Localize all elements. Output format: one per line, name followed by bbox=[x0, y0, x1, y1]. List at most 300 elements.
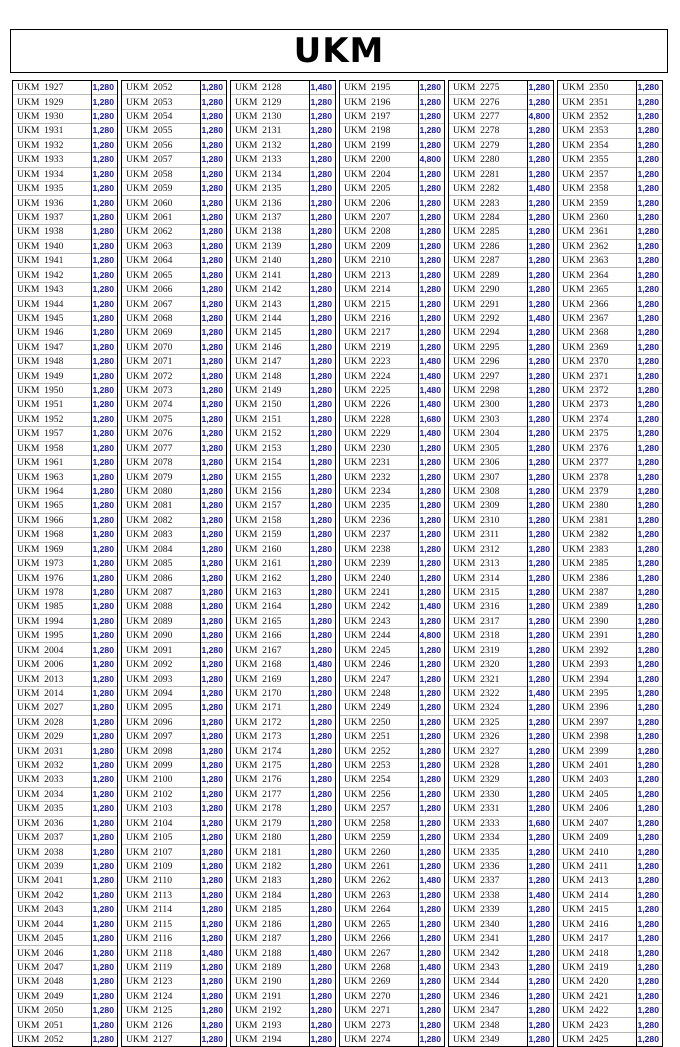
item-code: UKM 2029 bbox=[13, 729, 92, 743]
item-price: 1,280 bbox=[310, 989, 336, 1003]
table-row bbox=[340, 571, 444, 585]
item-code: UKM 1935 bbox=[13, 181, 92, 195]
item-price: 1,280 bbox=[637, 455, 663, 469]
item-price: 1,280 bbox=[528, 542, 554, 556]
item-code: UKM 2144 bbox=[231, 311, 310, 325]
item-price: 1,280 bbox=[201, 254, 227, 268]
item-code: UKM 2409 bbox=[558, 830, 637, 844]
table-row bbox=[340, 629, 444, 643]
table-row bbox=[558, 355, 662, 369]
table-row bbox=[122, 355, 226, 369]
item-price: 1,280 bbox=[419, 268, 445, 282]
table-row bbox=[122, 859, 226, 873]
item-code: UKM 2136 bbox=[231, 196, 310, 210]
item-price: 1,280 bbox=[310, 196, 336, 210]
item-price: 1,280 bbox=[419, 1032, 445, 1046]
table-row bbox=[340, 773, 444, 787]
item-code: UKM 2199 bbox=[340, 138, 419, 152]
item-price: 1,280 bbox=[310, 124, 336, 138]
item-code: UKM 2052 bbox=[122, 81, 201, 95]
item-price: 1,280 bbox=[310, 412, 336, 426]
item-code: UKM 2236 bbox=[340, 513, 419, 527]
table-row bbox=[340, 311, 444, 325]
item-price: 1,480 bbox=[528, 686, 554, 700]
table-row bbox=[231, 484, 335, 498]
table-row bbox=[449, 239, 553, 253]
table-row bbox=[122, 268, 226, 282]
item-code: UKM 2354 bbox=[558, 138, 637, 152]
table-row bbox=[340, 657, 444, 671]
item-code: UKM 2196 bbox=[340, 95, 419, 109]
item-price: 1,280 bbox=[528, 427, 554, 441]
item-code: UKM 2376 bbox=[558, 441, 637, 455]
item-price: 1,280 bbox=[92, 268, 118, 282]
table-row bbox=[13, 1018, 117, 1032]
table-row bbox=[449, 210, 553, 224]
item-price: 1,280 bbox=[201, 816, 227, 830]
item-code: UKM 2169 bbox=[231, 672, 310, 686]
item-code: UKM 2317 bbox=[449, 614, 528, 628]
item-code: UKM 2074 bbox=[122, 398, 201, 412]
item-code: UKM 2275 bbox=[449, 81, 528, 95]
item-code: UKM 2350 bbox=[558, 81, 637, 95]
item-price: 1,280 bbox=[92, 412, 118, 426]
item-price: 1,280 bbox=[310, 138, 336, 152]
table-row bbox=[13, 975, 117, 989]
table-row bbox=[340, 153, 444, 167]
table-row bbox=[340, 297, 444, 311]
item-price: 1,280 bbox=[201, 629, 227, 643]
item-code: UKM 2296 bbox=[449, 355, 528, 369]
item-price: 1,280 bbox=[310, 845, 336, 859]
item-code: UKM 2261 bbox=[340, 859, 419, 873]
item-price: 1,280 bbox=[528, 340, 554, 354]
item-price: 1,280 bbox=[92, 758, 118, 772]
item-price: 1,280 bbox=[92, 729, 118, 743]
item-code: UKM 2170 bbox=[231, 686, 310, 700]
item-price: 1,280 bbox=[201, 297, 227, 311]
table-row bbox=[558, 427, 662, 441]
item-price: 1,280 bbox=[92, 643, 118, 657]
item-code: UKM 2223 bbox=[340, 355, 419, 369]
item-price: 1,280 bbox=[528, 383, 554, 397]
item-code: UKM 2208 bbox=[340, 225, 419, 239]
table-row bbox=[231, 297, 335, 311]
item-code: UKM 2191 bbox=[231, 989, 310, 1003]
item-price: 1,280 bbox=[201, 657, 227, 671]
item-price: 1,280 bbox=[201, 903, 227, 917]
item-price: 1,280 bbox=[528, 729, 554, 743]
item-price: 1,280 bbox=[310, 903, 336, 917]
item-code: UKM 2037 bbox=[13, 830, 92, 844]
item-price: 1,280 bbox=[201, 95, 227, 109]
item-code: UKM 2159 bbox=[231, 528, 310, 542]
table-row bbox=[558, 239, 662, 253]
item-code: UKM 2373 bbox=[558, 398, 637, 412]
item-price: 1,280 bbox=[637, 1018, 663, 1032]
item-price: 1,280 bbox=[419, 888, 445, 902]
table-row bbox=[340, 239, 444, 253]
table-row bbox=[13, 888, 117, 902]
item-price: 1,280 bbox=[528, 859, 554, 873]
item-code: UKM 2246 bbox=[340, 657, 419, 671]
item-code: UKM 2369 bbox=[558, 340, 637, 354]
item-price: 1,280 bbox=[637, 383, 663, 397]
item-price: 1,280 bbox=[310, 109, 336, 123]
table-row bbox=[122, 528, 226, 542]
table-row bbox=[558, 859, 662, 873]
item-code: UKM 1934 bbox=[13, 167, 92, 181]
item-code: UKM 2310 bbox=[449, 513, 528, 527]
item-code: UKM 1945 bbox=[13, 311, 92, 325]
item-code: UKM 2267 bbox=[340, 946, 419, 960]
table-row bbox=[122, 181, 226, 195]
item-code: UKM 2079 bbox=[122, 470, 201, 484]
item-price: 1,280 bbox=[201, 181, 227, 195]
price-list bbox=[558, 81, 662, 1046]
table-row bbox=[558, 138, 662, 152]
table-row bbox=[122, 715, 226, 729]
item-code: UKM 2314 bbox=[449, 571, 528, 585]
item-code: UKM 2171 bbox=[231, 701, 310, 715]
item-price: 1,480 bbox=[310, 946, 336, 960]
item-code: UKM 2247 bbox=[340, 672, 419, 686]
item-price: 1,280 bbox=[310, 455, 336, 469]
item-price: 1,280 bbox=[92, 340, 118, 354]
item-code: UKM 2046 bbox=[13, 946, 92, 960]
table-row bbox=[340, 960, 444, 974]
table-row bbox=[122, 629, 226, 643]
item-code: UKM 2281 bbox=[449, 167, 528, 181]
item-price: 1,280 bbox=[201, 1032, 227, 1046]
item-code: UKM 2326 bbox=[449, 729, 528, 743]
item-code: UKM 1958 bbox=[13, 441, 92, 455]
table-row bbox=[231, 383, 335, 397]
item-price: 1,280 bbox=[92, 181, 118, 195]
item-code: UKM 2071 bbox=[122, 355, 201, 369]
item-code: UKM 2321 bbox=[449, 672, 528, 686]
item-price: 1,280 bbox=[201, 311, 227, 325]
item-price: 1,280 bbox=[528, 556, 554, 570]
item-price: 1,280 bbox=[201, 109, 227, 123]
item-code: UKM 2389 bbox=[558, 600, 637, 614]
table-row bbox=[340, 167, 444, 181]
item-price: 1,280 bbox=[637, 95, 663, 109]
item-price: 1,280 bbox=[310, 369, 336, 383]
item-code: UKM 2154 bbox=[231, 455, 310, 469]
item-code: UKM 2382 bbox=[558, 528, 637, 542]
table-row bbox=[13, 903, 117, 917]
item-price: 1,280 bbox=[310, 1018, 336, 1032]
item-code: UKM 2013 bbox=[13, 672, 92, 686]
table-row bbox=[449, 946, 553, 960]
table-row bbox=[558, 556, 662, 570]
item-code: UKM 2031 bbox=[13, 744, 92, 758]
item-code: UKM 2399 bbox=[558, 744, 637, 758]
item-price: 1,280 bbox=[637, 542, 663, 556]
item-code: UKM 2262 bbox=[340, 874, 419, 888]
item-price: 1,280 bbox=[419, 686, 445, 700]
item-code: UKM 2419 bbox=[558, 960, 637, 974]
table-row bbox=[122, 643, 226, 657]
item-code: UKM 2285 bbox=[449, 225, 528, 239]
item-code: UKM 2150 bbox=[231, 398, 310, 412]
item-price: 1,280 bbox=[528, 672, 554, 686]
table-row bbox=[558, 109, 662, 123]
item-price: 1,280 bbox=[528, 282, 554, 296]
table-row bbox=[231, 585, 335, 599]
table-row bbox=[122, 989, 226, 1003]
item-price: 1,280 bbox=[92, 326, 118, 340]
item-code: UKM 2155 bbox=[231, 470, 310, 484]
table-row bbox=[122, 441, 226, 455]
item-price: 1,280 bbox=[201, 917, 227, 931]
item-code: UKM 2014 bbox=[13, 686, 92, 700]
item-price: 1,280 bbox=[419, 816, 445, 830]
item-code: UKM 2082 bbox=[122, 513, 201, 527]
table-row bbox=[122, 470, 226, 484]
item-code: UKM 1995 bbox=[13, 629, 92, 643]
item-price: 1,280 bbox=[310, 802, 336, 816]
item-price: 1,280 bbox=[637, 845, 663, 859]
table-row bbox=[340, 1018, 444, 1032]
table-row bbox=[558, 398, 662, 412]
item-code: UKM 2064 bbox=[122, 254, 201, 268]
item-price: 1,480 bbox=[419, 874, 445, 888]
item-price: 1,280 bbox=[92, 845, 118, 859]
table-row bbox=[340, 787, 444, 801]
table-row bbox=[340, 124, 444, 138]
table-row bbox=[231, 369, 335, 383]
item-price: 1,280 bbox=[310, 643, 336, 657]
item-code: UKM 2148 bbox=[231, 369, 310, 383]
item-code: UKM 2105 bbox=[122, 830, 201, 844]
price-list bbox=[449, 81, 553, 1046]
item-code: UKM 2327 bbox=[449, 744, 528, 758]
item-code: UKM 2091 bbox=[122, 643, 201, 657]
table-row bbox=[122, 311, 226, 325]
table-row bbox=[231, 109, 335, 123]
price-column bbox=[557, 80, 663, 1047]
item-price: 1,280 bbox=[419, 701, 445, 715]
item-code: UKM 2048 bbox=[13, 975, 92, 989]
table-row bbox=[231, 729, 335, 743]
item-price: 1,280 bbox=[92, 513, 118, 527]
item-price: 1,280 bbox=[92, 946, 118, 960]
table-row bbox=[449, 81, 553, 95]
table-row bbox=[340, 542, 444, 556]
table-row bbox=[340, 326, 444, 340]
item-price: 1,280 bbox=[201, 960, 227, 974]
table-row bbox=[558, 686, 662, 700]
table-row bbox=[558, 657, 662, 671]
table-row bbox=[558, 614, 662, 628]
table-row bbox=[449, 340, 553, 354]
table-row bbox=[340, 427, 444, 441]
item-code: UKM 2312 bbox=[449, 542, 528, 556]
item-price: 1,280 bbox=[419, 643, 445, 657]
item-price: 1,280 bbox=[310, 528, 336, 542]
item-code: UKM 2225 bbox=[340, 383, 419, 397]
item-code: UKM 2093 bbox=[122, 672, 201, 686]
table-row bbox=[558, 254, 662, 268]
item-price: 1,280 bbox=[310, 729, 336, 743]
item-code: UKM 2068 bbox=[122, 311, 201, 325]
item-code: UKM 2251 bbox=[340, 729, 419, 743]
item-price: 1,480 bbox=[310, 82, 332, 93]
item-price: 1,280 bbox=[310, 340, 336, 354]
item-code: UKM 2348 bbox=[449, 1018, 528, 1032]
item-price: 1,280 bbox=[201, 773, 227, 787]
table-row bbox=[449, 874, 553, 888]
table-row bbox=[231, 326, 335, 340]
item-code: UKM 2232 bbox=[340, 470, 419, 484]
item-price: 1,280 bbox=[92, 499, 118, 513]
table-row bbox=[340, 686, 444, 700]
item-price: 1,480 bbox=[201, 946, 227, 960]
table-row bbox=[13, 787, 117, 801]
table-row bbox=[231, 874, 335, 888]
item-code: UKM 2226 bbox=[340, 398, 419, 412]
item-price: 1,280 bbox=[310, 542, 336, 556]
item-code: UKM 2351 bbox=[558, 95, 637, 109]
item-code: UKM 2319 bbox=[449, 643, 528, 657]
table-row bbox=[449, 600, 553, 614]
item-price: 1,280 bbox=[528, 210, 554, 224]
item-code: UKM 2174 bbox=[231, 744, 310, 758]
item-price: 1,280 bbox=[201, 975, 227, 989]
table-row bbox=[122, 124, 226, 138]
table-row bbox=[558, 989, 662, 1003]
table-row bbox=[558, 1004, 662, 1018]
item-price: 1,280 bbox=[92, 528, 118, 542]
item-price: 1,280 bbox=[419, 1004, 445, 1018]
item-price: 1,280 bbox=[310, 513, 336, 527]
table-row bbox=[340, 181, 444, 195]
item-price: 1,280 bbox=[92, 383, 118, 397]
item-code: UKM 2056 bbox=[122, 138, 201, 152]
item-price: 1,280 bbox=[310, 499, 336, 513]
item-code: UKM 2104 bbox=[122, 816, 201, 830]
table-row bbox=[122, 787, 226, 801]
table-row bbox=[13, 643, 117, 657]
item-price: 1,280 bbox=[201, 484, 227, 498]
item-code: UKM 2180 bbox=[231, 830, 310, 844]
item-code: UKM 2216 bbox=[340, 311, 419, 325]
table-row bbox=[449, 657, 553, 671]
table-row bbox=[231, 542, 335, 556]
table-row bbox=[449, 830, 553, 844]
item-code: UKM 2067 bbox=[122, 297, 201, 311]
item-price: 1,280 bbox=[201, 369, 227, 383]
item-code: UKM 2237 bbox=[340, 528, 419, 542]
table-row bbox=[340, 254, 444, 268]
table-row bbox=[122, 903, 226, 917]
item-code: UKM 2215 bbox=[340, 297, 419, 311]
item-price: 1,280 bbox=[419, 802, 445, 816]
item-price: 1,280 bbox=[201, 686, 227, 700]
table-row bbox=[122, 729, 226, 743]
item-code: UKM 2385 bbox=[558, 556, 637, 570]
item-code: UKM 2197 bbox=[340, 109, 419, 123]
item-price: 1,280 bbox=[637, 398, 663, 412]
item-code: UKM 2083 bbox=[122, 528, 201, 542]
item-code: UKM 2380 bbox=[558, 499, 637, 513]
table-row bbox=[122, 657, 226, 671]
table-row bbox=[122, 513, 226, 527]
item-price: 1,280 bbox=[637, 744, 663, 758]
item-price: 1,280 bbox=[310, 888, 336, 902]
table-row bbox=[340, 585, 444, 599]
table-row bbox=[558, 715, 662, 729]
item-code: UKM 2099 bbox=[122, 758, 201, 772]
table-row bbox=[13, 124, 117, 138]
item-code: UKM 2195 bbox=[340, 81, 419, 95]
item-price: 1,280 bbox=[310, 787, 336, 801]
item-price: 1,280 bbox=[201, 729, 227, 743]
item-price: 1,280 bbox=[92, 614, 118, 628]
table-row bbox=[449, 989, 553, 1003]
table-row bbox=[558, 326, 662, 340]
table-row bbox=[122, 946, 226, 960]
item-price: 1,280 bbox=[92, 470, 118, 484]
table-row bbox=[122, 874, 226, 888]
item-code: UKM 2396 bbox=[558, 701, 637, 715]
table-row bbox=[449, 109, 553, 123]
item-code: UKM 2403 bbox=[558, 773, 637, 787]
table-row bbox=[558, 802, 662, 816]
price-column bbox=[448, 80, 554, 1047]
item-code: UKM 2270 bbox=[340, 989, 419, 1003]
item-code: UKM 2249 bbox=[340, 701, 419, 715]
item-price: 1,280 bbox=[310, 1032, 336, 1046]
item-price: 1,280 bbox=[528, 369, 554, 383]
table-row bbox=[122, 816, 226, 830]
item-price: 1,280 bbox=[528, 455, 554, 469]
item-price: 1,280 bbox=[310, 830, 336, 844]
table-row bbox=[13, 326, 117, 340]
item-code: UKM 2250 bbox=[340, 715, 419, 729]
item-code: UKM 2224 bbox=[340, 369, 419, 383]
item-price: 1,280 bbox=[201, 239, 227, 253]
item-price: 1,280 bbox=[528, 571, 554, 585]
table-row bbox=[13, 196, 117, 210]
item-price: 1,280 bbox=[92, 1032, 118, 1046]
item-price: 1,280 bbox=[637, 167, 663, 181]
item-price: 1,280 bbox=[92, 95, 118, 109]
item-price: 1,280 bbox=[92, 672, 118, 686]
item-price: 1,280 bbox=[92, 830, 118, 844]
item-price: 1,280 bbox=[310, 181, 336, 195]
item-code: UKM 2370 bbox=[558, 355, 637, 369]
item-price: 1,280 bbox=[310, 225, 336, 239]
table-row bbox=[122, 239, 226, 253]
item-price: 1,280 bbox=[310, 398, 336, 412]
item-code: UKM 2238 bbox=[340, 542, 419, 556]
item-code: UKM 1963 bbox=[13, 470, 92, 484]
item-price: 1,280 bbox=[201, 744, 227, 758]
item-code: UKM 2206 bbox=[340, 196, 419, 210]
item-code: UKM 2200 bbox=[340, 153, 419, 167]
item-price: 1,280 bbox=[201, 340, 227, 354]
item-code: UKM 2165 bbox=[231, 614, 310, 628]
item-price: 1,280 bbox=[201, 355, 227, 369]
item-code: UKM 2349 bbox=[449, 1032, 528, 1046]
table-row bbox=[449, 513, 553, 527]
table-row bbox=[122, 614, 226, 628]
item-code: UKM 2266 bbox=[340, 931, 419, 945]
item-price: 1,280 bbox=[92, 744, 118, 758]
